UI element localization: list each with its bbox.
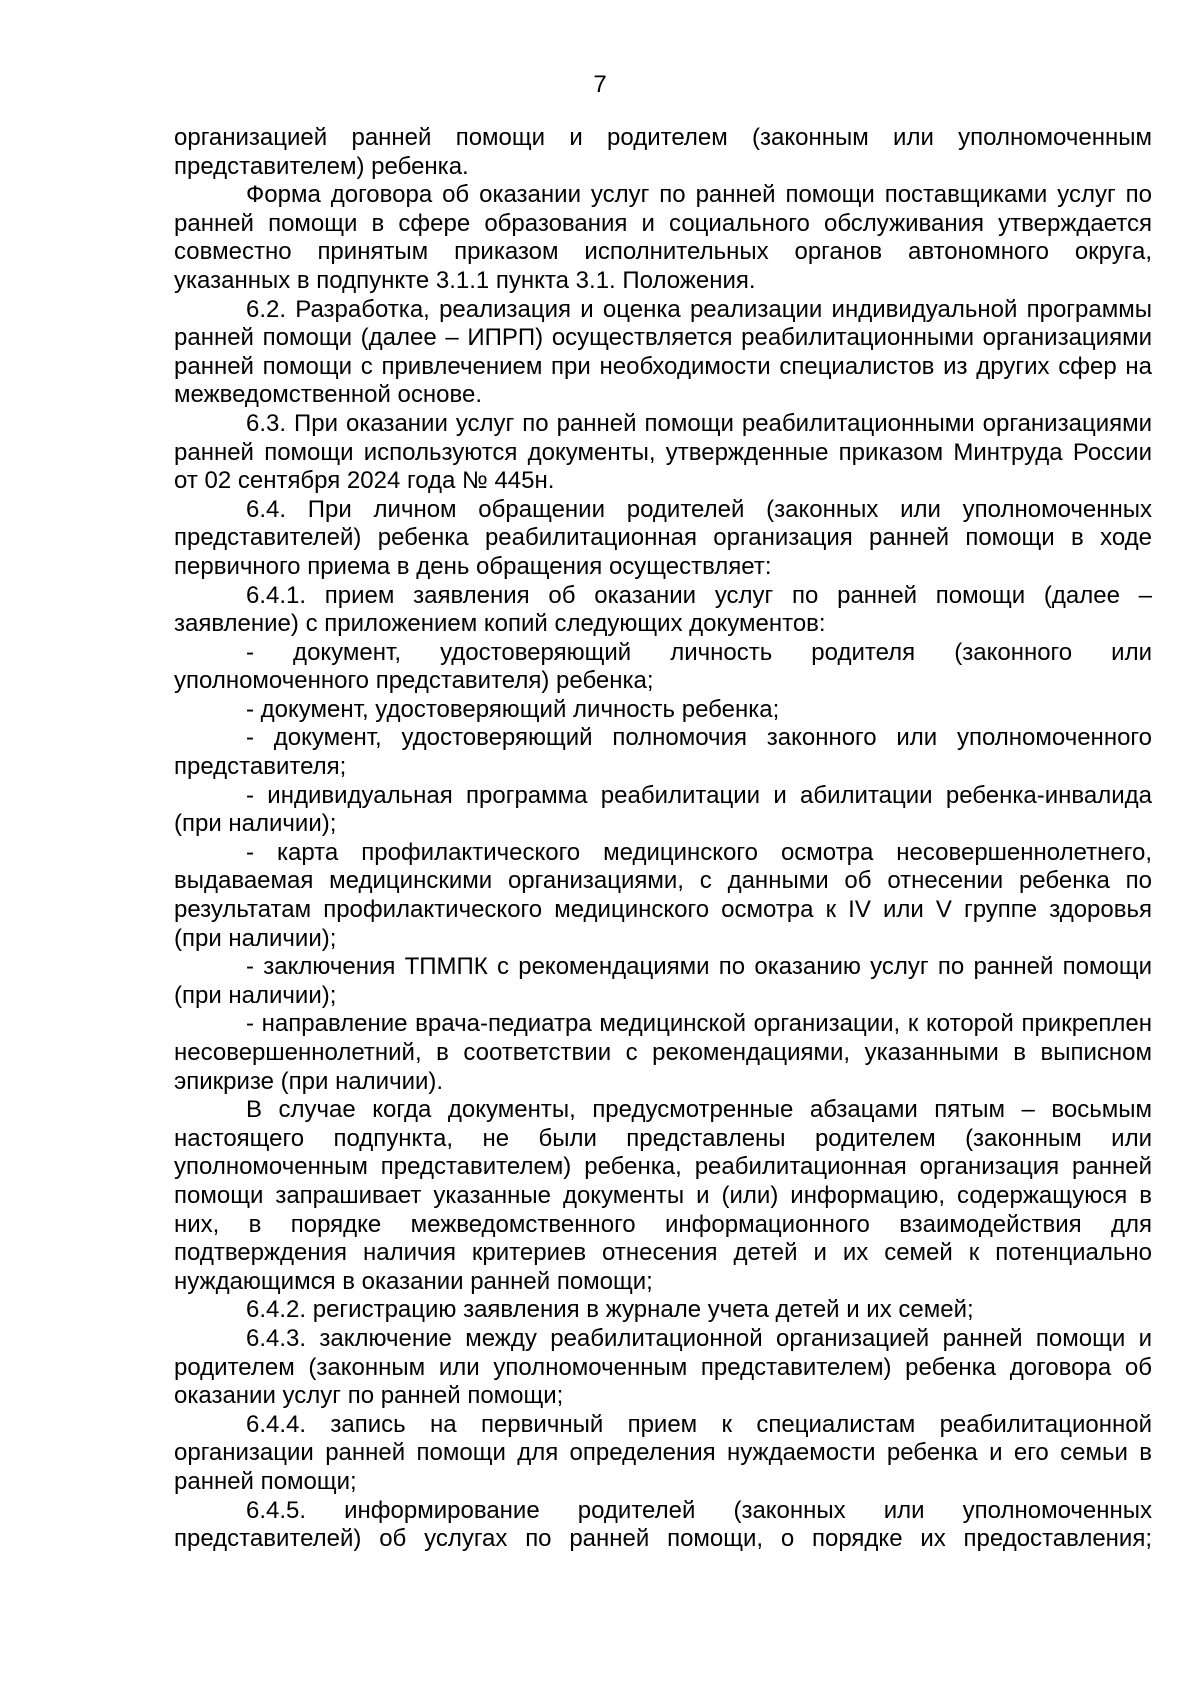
paragraph-6-4-4: 6.4.4. запись на первичный прием к специалистам реабилитационной организации ранней помощи для определения нуждаемости ребенка и его семьи в ранней помощи; [174,1410,1152,1495]
paragraph-6-2: 6.2. Разработка, реализация и оценка реализации индивидуальной программы ранней помощи (далее – ИПРП) осуществляется реабилитационными организациями ранней помощи с привлечением при необходимости специалистов из других сфер на межведомственной основе. [174,295,1152,409]
list-item-rehabilitation-program: - индивидуальная программа реабилитации и абилитации ребенка-инвалида (при наличии); [174,781,1152,838]
paragraph-continuation: организацией ранней помощи и родителем (законным или уполномоченным представителем) ребенка. [174,124,1152,180]
paragraph-6-4-1: 6.4.1. прием заявления об оказании услуг по ранней помощи (далее – заявление) с приложением копий следующих документов: [174,581,1152,638]
list-item-tpmpk-conclusion: - заключения ТПМПК с рекомендациями по оказанию услуг по ранней помощи (при наличии); [174,953,1152,1009]
paragraph-6-4-5: 6.4.5. информирование родителей (законных или уполномоченных представителей) об услугах по ранней помощи, о порядке их предоставления; [174,1496,1152,1553]
page-number: 7 [593,71,607,98]
list-item-medical-card: - карта профилактического медицинского осмотра несовершеннолетнего, выдаваемая медицинскими организациями, с данными об отнесении ребенка по результатам профилактического медицинского осмотра к IV или V группе здоровья (при наличии); [174,838,1152,952]
paragraph-6-4-3: 6.4.3. заключение между реабилитационной организацией ранней помощи и родителем (законным или уполномоченным представителем) ребенка договора об оказании услуг по ранней помощи; [174,1324,1152,1410]
list-item-pediatrician-referral: - направление врача-педиатра медицинской организации, к которой прикреплен несовершеннолетний, в соответствии с рекомендациями, указанными в выписном эпикризе (при наличии). [174,1010,1152,1095]
paragraph-6-3: 6.3. При оказании услуг по ранней помощи реабилитационными организациями ранней помощи используются документы, утвержденные приказом Минтруда России от 02 сентября 2024 года № 445н. [174,409,1152,495]
paragraph-contract-form: Форма договора об оказании услуг по ранней помощи поставщиками услуг по ранней помощи в сфере образования и социального обслуживания утверждается совместно принятым приказом исполнительных органов автономного округа, указанных в подпункте 3.1.1 пункта 3.1. Положения. [174,181,1152,294]
list-item-parent-id: - документ, удостоверяющий личность родителя (законного или уполномоченного представителя) ребенка; [174,638,1152,695]
list-item-child-id: - документ, удостоверяющий личность ребенка; [246,695,780,723]
paragraph-interagency-request: В случае когда документы, предусмотренные абзацами пятым – восьмым настоящего подпункта, не были представлены родителем (законным или уполномоченным представителем) ребенка, реабилитационная организация ранней помощи запрашивает указанные документы и (или) информацию, содержащуюся в них, в порядке межведомственного информационного взаимодействия для подтверждения наличия критериев отнесения детей и их семей к потенциально нуждающимся в оказании ранней помощи; [174,1096,1152,1295]
paragraph-6-4: 6.4. При личном обращении родителей (законных или уполномоченных представителей) ребенка реабилитационная организация ранней помощи в ходе первичного приема в день обращения осуществляет: [174,495,1152,580]
paragraph-6-4-2: 6.4.2. регистрацию заявления в журнале учета детей и их семей; [246,1296,974,1324]
list-item-representative-authority: - документ, удостоверяющий полномочия законного или уполномоченного представителя; [174,724,1152,781]
document-body [174,124,1152,1554]
